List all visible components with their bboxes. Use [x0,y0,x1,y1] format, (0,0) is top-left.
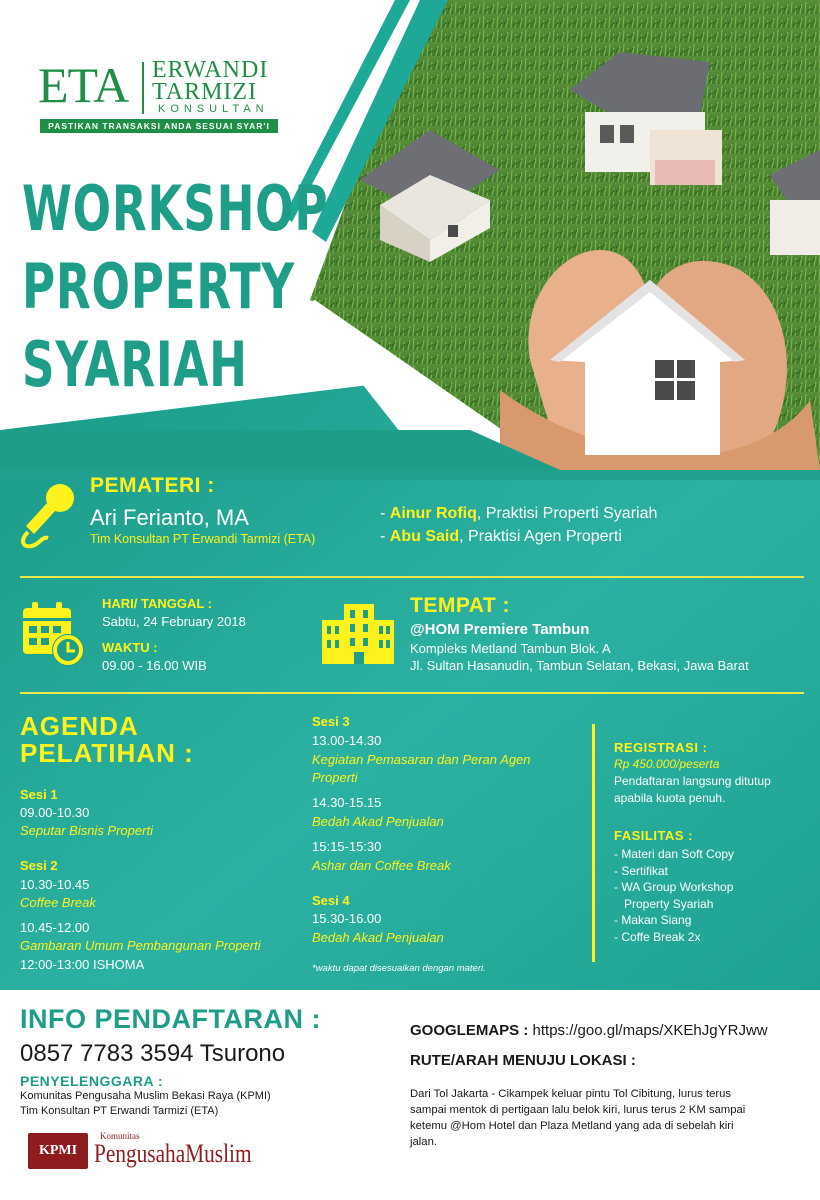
sesi4-label: Sesi 4 [312,893,350,908]
pemateri-main-role: Tim Konsultan PT Erwandi Tarmizi (ETA) [90,532,316,546]
building-icon [322,602,394,664]
time-label: WAKTU : [102,640,158,655]
registrasi-price: Rp 450.000/peserta [614,757,720,771]
venue-label: TEMPAT : [410,594,511,617]
registrasi-note-line1: Pendaftaran langsung ditutup [614,774,771,788]
title-line3: SYARIAH [22,328,248,401]
date-label: HARI/ TANGGAL : [102,596,213,611]
sesi4-topic: Bedah Akad Penjualan [312,930,444,945]
googlemaps-label: GOOGLEMAPS : [410,1022,529,1039]
title-line2: PROPERTY [22,250,295,323]
logo-name-line2: TARMIZI [152,79,258,105]
rute-line1: Dari Tol Jakarta - Cikampek keluar pintu Tol Cibitung, lurus terus [410,1088,732,1100]
sesi3-topic3: Ashar dan Coffee Break [312,858,451,873]
fasilitas-item: - Sertifikat [614,864,669,878]
pemateri-other-2-prefix: - [380,528,390,545]
agenda-title-line2: PELATIHAN : [20,738,194,768]
organizer-line1: Komunitas Pengusaha Muslim Bekasi Raya (KPMI) [20,1090,271,1102]
sesi2-time2: 10.45-12.00 [20,920,90,935]
registrasi-label: REGISTRASI : [614,740,708,755]
organizer-label: PENYELENGGARA : [20,1073,164,1089]
sesi2-time1: 10.30-10.45 [20,877,90,892]
sesi1-topic: Seputar Bisnis Properti [20,823,153,838]
pemateri-other-1 [380,505,657,523]
registrasi-note-line2: apabila kuota penuh. [614,791,726,805]
divider-2 [20,692,804,694]
sesi3-label: Sesi 3 [312,714,350,729]
fasilitas-item: - Materi dan Soft Copy [614,847,735,861]
pemateri-other-1-name: Ainur Rofiq [389,505,477,522]
sesi3-time2: 14.30-15.15 [312,795,382,810]
pemateri-other-2 [380,528,622,546]
sesi2-topic2: Gambaran Umum Pembangunan Properti [20,938,261,953]
fasilitas-item: - Coffe Break 2x [614,930,701,944]
sesi3-topic2: Bedah Akad Penjualan [312,814,444,829]
agenda-note: *waktu dapat disesuaikan dengan materi. [312,963,486,974]
fasilitas-item: Property Syariah [614,897,714,911]
agenda-vertical-divider [592,724,595,962]
sesi1-label: Sesi 1 [20,787,58,802]
pemateri-other-1-role: , Praktisi Properti Syariah [476,505,658,522]
sesi3-time3: 15:15-15:30 [312,839,382,854]
logo-divider [142,62,144,114]
kpmi-logo-box: KPMI [28,1133,88,1169]
sesi1-time: 09.00-10.30 [20,805,90,820]
logo-eta-initials: ETA [38,57,129,113]
venue-line2: Jl. Sultan Hasanudin, Tambun Selatan, Bekasi, Jawa Barat [410,658,749,673]
sesi3-time1: 13.00-14.30 [312,733,382,748]
info-phone[interactable]: 0857 7783 3594 Tsurono [20,1040,286,1067]
venue-name: @HOM Premiere Tambun [410,621,590,638]
calendar-clock-icon [20,600,88,668]
info-title: INFO PENDAFTARAN : [20,1004,321,1034]
pemateri-other-2-role: , Praktisi Agen Properti [459,528,622,545]
rute-title: RUTE/ARAH MENUJU LOKASI : [410,1052,636,1069]
sesi3-topic1-line1: Kegiatan Pemasaran dan Peran Agen [312,752,531,767]
sesi2-label: Sesi 2 [20,858,58,873]
googlemaps-link[interactable]: https://goo.gl/maps/XKEhJgYRJww [528,1022,768,1039]
logo-name-line1: ERWANDI [152,57,269,83]
agenda-title-line1: AGENDA [20,711,139,741]
fasilitas-label: FASILITAS : [614,828,693,843]
time-value: 09.00 - 16.00 WIB [102,658,207,673]
kpmi-logo-small: Komunitas [100,1131,140,1141]
kpmi-logo-big: PengusahaMuslim [94,1139,252,1168]
pemateri-other-2-name: Abu Said [389,528,460,545]
pemateri-main-name: Ari Ferianto, MA [90,505,249,530]
sesi2-break: 12:00-13:00 ISHOMA [20,957,145,972]
title-line1: WORKSHOP [22,172,329,245]
date-value: Sabtu, 24 February 2018 [102,614,246,629]
sesi3-topic1-line2: Properti [312,770,358,785]
organizer-line2: Tim Konsultan PT Erwandi Tarmizi (ETA) [20,1105,219,1117]
googlemaps [410,1022,768,1039]
rute-line4: jalan. [410,1136,438,1148]
venue-line1: Kompleks Metland Tambun Blok. A [410,641,611,656]
fasilitas-item: - Makan Siang [614,913,692,927]
sesi4-time: 15.30-16.00 [312,911,382,926]
microphone-icon [18,480,80,552]
logo-tagline: PASTIKAN TRANSAKSI ANDA SESUAI SYAR'I [40,119,278,133]
pemateri-heading: PEMATERI : [90,474,215,497]
pemateri-other-1-prefix: - [380,505,390,522]
fasilitas-item: - WA Group Workshop [614,880,734,894]
rute-line3: ketemu @Hom Hotel dan Plaza Metland yang ada di sebelah kiri [410,1120,734,1132]
logo-name-line3: KONSULTAN [158,103,269,115]
rute-line2: sampai mentok di pertigaan lalu belok kiri, lurus terus 2 KM sampai [410,1104,746,1116]
sesi2-topic1: Coffee Break [20,895,96,910]
divider-1 [20,576,804,578]
